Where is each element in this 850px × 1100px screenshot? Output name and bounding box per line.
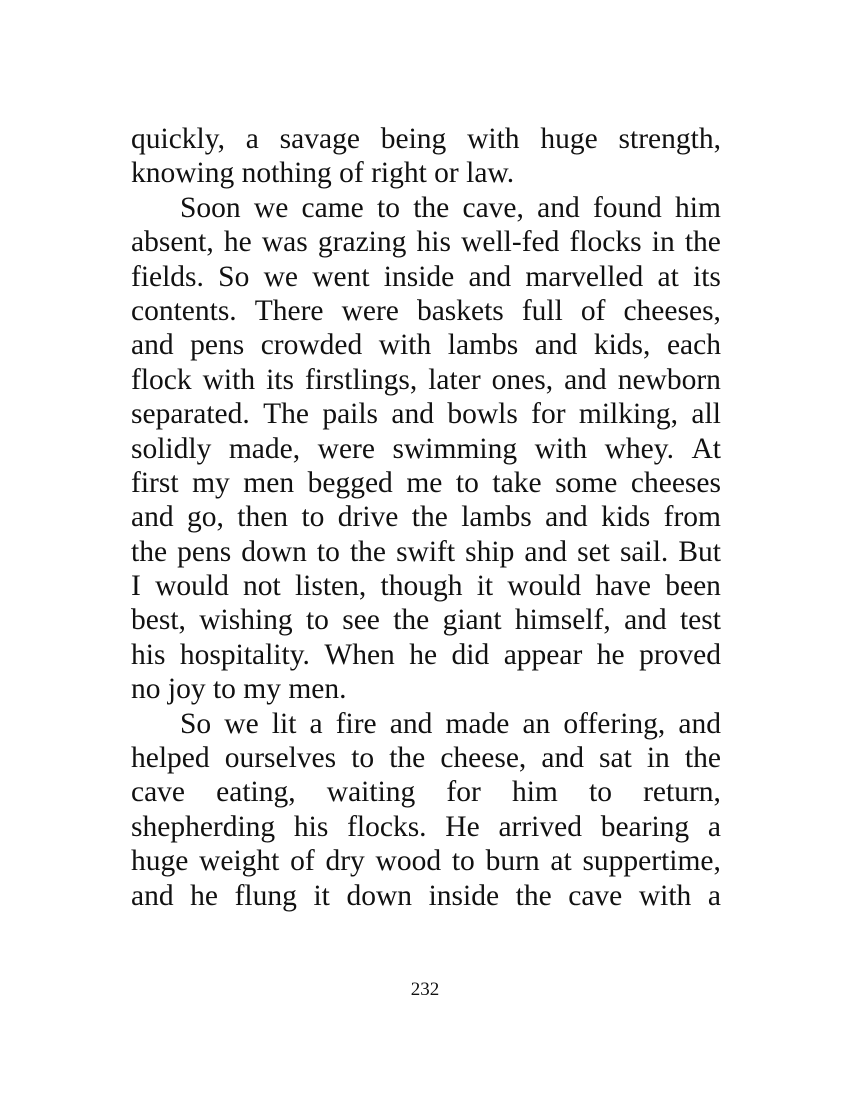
word: firstlings, (304, 363, 418, 396)
word: So (218, 260, 250, 293)
text-line (131, 603, 721, 637)
word: cave, (462, 191, 524, 224)
word: to (451, 845, 475, 878)
word: a (707, 810, 721, 843)
word: baskets (416, 294, 504, 327)
word: the (349, 535, 386, 568)
word: in (651, 226, 675, 259)
word: of (580, 294, 606, 327)
word: a (309, 707, 323, 740)
word: huge (540, 123, 598, 155)
word: we (253, 191, 289, 224)
word: and (534, 329, 578, 362)
word: absent, (131, 226, 214, 259)
word: best, (131, 604, 186, 637)
word: with (638, 879, 692, 912)
text-line (131, 879, 721, 913)
word: swift (396, 535, 456, 568)
word: grazing (317, 226, 407, 259)
word: kids, (593, 329, 651, 362)
text-line (131, 260, 721, 294)
word: the (684, 742, 721, 775)
word: drive (337, 501, 399, 534)
word: it (476, 570, 494, 603)
word: the (684, 226, 721, 259)
text-line (131, 397, 721, 431)
word: There (254, 294, 324, 327)
word: lambs (447, 329, 519, 362)
word: and (537, 191, 580, 224)
word: pens (177, 535, 232, 568)
word: and (678, 707, 721, 740)
word: savage (279, 123, 360, 155)
word: he (190, 879, 219, 912)
word: test (679, 604, 721, 637)
word: flocks. (347, 810, 427, 843)
word: and (391, 398, 434, 431)
text-line (131, 569, 721, 603)
word: hospitality. (179, 638, 310, 671)
word: listen, (294, 570, 367, 603)
word: though (380, 570, 463, 603)
word: I (131, 570, 141, 603)
word: flocks (569, 226, 642, 259)
word: to (351, 742, 375, 775)
word: solidly (131, 432, 212, 465)
word: it (313, 879, 330, 912)
word: have (595, 570, 652, 603)
word: bearing (600, 810, 690, 843)
word: and (131, 879, 174, 912)
word: fields. (131, 260, 204, 293)
word: burn (485, 845, 540, 878)
word: wood (375, 845, 442, 878)
text-line (131, 707, 721, 741)
word: Soon (180, 191, 241, 224)
text-line (131, 328, 721, 362)
word: the (411, 501, 448, 534)
word: and (624, 604, 667, 637)
word: contents. (131, 294, 237, 327)
word: down (346, 879, 412, 912)
word: him (675, 191, 721, 224)
word: would (507, 570, 582, 603)
word: quickly, (131, 123, 225, 155)
word: and (564, 363, 607, 396)
word: He (445, 810, 480, 843)
word: ones, (491, 363, 554, 396)
word: with (534, 432, 588, 465)
word: with (202, 363, 256, 396)
word: were (317, 432, 375, 465)
word: he (223, 226, 252, 259)
word: ourselves (224, 742, 337, 775)
word: So (180, 707, 212, 740)
word: eating, (216, 776, 296, 809)
word: giant (442, 604, 502, 637)
word: his (131, 638, 166, 671)
word: begged (307, 466, 393, 499)
text-line (131, 535, 721, 569)
word: first (131, 466, 179, 499)
word: swimming (392, 432, 518, 465)
word: all (691, 398, 721, 431)
word: the (393, 604, 430, 637)
word: a (707, 879, 721, 912)
word: set (577, 535, 610, 568)
word: did (451, 638, 490, 671)
word: take (492, 466, 542, 499)
word: to (377, 191, 400, 224)
word: dry (325, 845, 365, 878)
text-line (131, 225, 721, 259)
word: sat (599, 742, 632, 775)
word: down (241, 535, 307, 568)
word: fire (335, 707, 377, 740)
word: an (522, 707, 551, 740)
word: men (243, 466, 295, 499)
word: later (428, 363, 481, 396)
word: But (678, 535, 721, 568)
word: would (155, 570, 229, 603)
word: sail. (619, 535, 669, 568)
word: a (245, 123, 259, 155)
text-line (131, 638, 721, 672)
word: go, (186, 501, 224, 534)
word: were (341, 294, 399, 327)
word: inside (383, 260, 455, 293)
word: from (663, 501, 721, 534)
word: bowls (447, 398, 518, 431)
word: been (665, 570, 721, 603)
word: we (224, 707, 259, 740)
word: came (301, 191, 364, 224)
text-line (131, 741, 721, 775)
text-line (131, 432, 721, 466)
word: being (380, 123, 447, 155)
word: waiting (326, 776, 416, 809)
word: each (666, 329, 721, 362)
word: cheeses, (623, 294, 721, 327)
word: suppertime, (582, 845, 721, 878)
word: well-fed (461, 226, 560, 259)
text-line (131, 191, 721, 225)
word: with (378, 329, 432, 362)
word: When (324, 638, 395, 671)
word: weight (199, 845, 280, 878)
word: crowded (260, 329, 363, 362)
text-line: no joy to my men. (131, 673, 347, 706)
word: to (305, 604, 329, 637)
word: not (243, 570, 281, 603)
word: the (389, 742, 426, 775)
word: its (266, 363, 294, 396)
word: and (389, 707, 433, 740)
word: marvelled (525, 260, 644, 293)
word: see (342, 604, 380, 637)
word: to (316, 535, 340, 568)
word: The (263, 398, 309, 431)
word: himself, (514, 604, 611, 637)
word: some (555, 466, 618, 499)
word: at (550, 845, 572, 878)
word: was (261, 226, 308, 259)
word: and (131, 501, 174, 534)
text-line (131, 122, 721, 156)
word: made (445, 707, 510, 740)
word: cheeses (630, 466, 721, 499)
word: the (131, 535, 168, 568)
word: pails (322, 398, 379, 431)
text-line (131, 466, 721, 500)
word: cave (131, 776, 186, 809)
word: cheese, (440, 742, 527, 775)
word: to (455, 466, 479, 499)
word: its (693, 260, 721, 293)
text-line (131, 844, 721, 878)
word: return, (643, 776, 721, 809)
word: in (646, 742, 670, 775)
word: ship (465, 535, 515, 568)
word: milking, (578, 398, 679, 431)
page-number: 232 (410, 979, 440, 1000)
word: and (524, 535, 568, 568)
word: found (592, 191, 662, 224)
word: shepherding (131, 810, 276, 843)
word: and (131, 329, 174, 362)
text-line: knowing nothing of right or law. (131, 157, 515, 190)
word: went (312, 260, 370, 293)
word: wishing (199, 604, 293, 637)
text-line (131, 775, 721, 809)
word: his (416, 226, 451, 259)
word: separated. (131, 398, 250, 431)
word: to (301, 501, 325, 534)
word: at (657, 260, 679, 293)
word: arrived (498, 810, 582, 843)
word: him (511, 776, 558, 809)
word: my (192, 466, 230, 499)
word: strength, (618, 123, 721, 155)
word: proved (639, 638, 721, 671)
text-line (131, 294, 721, 328)
word: cave (568, 879, 623, 912)
word: newborn (617, 363, 721, 396)
word: with (467, 123, 520, 155)
word: and (545, 501, 588, 534)
word: appear (503, 638, 583, 671)
word: pens (190, 329, 245, 362)
word: and (468, 260, 512, 293)
word: we (263, 260, 298, 293)
word: lit (271, 707, 297, 740)
word: helped (131, 742, 210, 775)
word: flung (234, 879, 297, 912)
word: offering, (563, 707, 666, 740)
word: the (515, 879, 552, 912)
word: lambs (461, 501, 532, 534)
text-line (131, 500, 721, 534)
word: to (589, 776, 612, 809)
word: kids (601, 501, 651, 534)
word: of (290, 845, 315, 878)
word: huge (131, 845, 189, 878)
word: full (521, 294, 563, 327)
word: his (293, 810, 329, 843)
word: for (446, 776, 481, 809)
text-line (131, 363, 721, 397)
body-text (131, 122, 721, 913)
word: me (406, 466, 443, 499)
word: and (541, 742, 584, 775)
word: made, (228, 432, 301, 465)
word: for (531, 398, 566, 431)
word: whey. (604, 432, 674, 465)
word: inside (428, 879, 500, 912)
word: flock (131, 363, 192, 396)
word: then (237, 501, 289, 534)
word: the (413, 191, 450, 224)
word: he (409, 638, 438, 671)
word: At (691, 432, 721, 465)
word: he (596, 638, 625, 671)
text-line (131, 810, 721, 844)
